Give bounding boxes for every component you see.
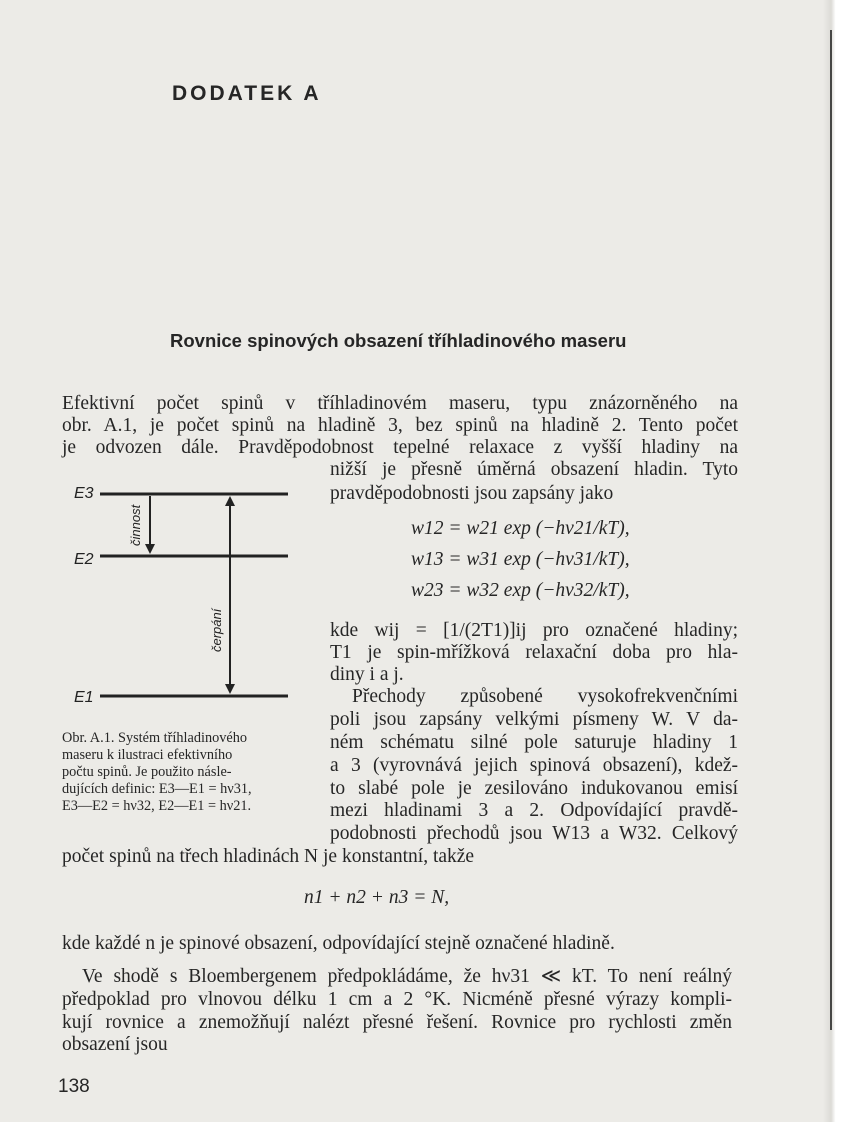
text-line: Ve shodě s Bloembergenem předpokládáme, že hν31 ≪ kT. To není reálný xyxy=(82,966,732,987)
text-line: T1 je spin-mřížková relaxační doba pro hla- xyxy=(330,642,738,663)
text-line: kde wij = [1/(2T1)]ij pro označené hladiny; xyxy=(330,620,738,641)
text-line: nižší je přesně úměrná obsazení hladin. Tyto xyxy=(330,459,738,480)
pump-arrow-head-bottom xyxy=(225,684,235,694)
text-line: a 3 (vyrovnává jejich spinová obsazení), kdež- xyxy=(330,755,738,776)
equation-text: w12 = w21 exp (−hν21/kT), xyxy=(411,518,630,539)
figure-caption-line: Obr. A.1. Systém tříhladinového xyxy=(62,730,248,746)
pump-arrow-head-top xyxy=(225,496,235,506)
text-line: diny i a j. xyxy=(330,664,404,685)
text-line: obsazení jsou xyxy=(62,1034,168,1055)
text-line: kují rovnice a znemožňují nalézt přesné řešení. Rovnice pro rychlosti změn xyxy=(62,1012,732,1033)
text-line: ném schématu silné pole saturuje hladiny 1 xyxy=(330,732,738,753)
equation-w12 xyxy=(411,518,630,540)
figure-caption-line: dujících definic: E3—E1 = hν31, xyxy=(62,781,252,797)
text-line: předpoklad pro vlnovou délku 1 cm a 2 °K. Nicméně přesné výrazy kompli- xyxy=(62,989,732,1010)
section-title: Rovnice spinových obsazení tříhladinového maseru xyxy=(170,330,627,351)
level-e1-label: E1 xyxy=(74,689,94,706)
page-edge xyxy=(823,0,841,1122)
level-e3-label: E3 xyxy=(74,485,94,502)
pump-label: čerpání xyxy=(209,608,224,652)
text-line: pravděpodobnosti jsou zapsány jako xyxy=(330,483,614,504)
text-line: obr. A.1, je počet spinů na hladině 3, bez spinů na hladině 2. Tento počet xyxy=(62,415,738,436)
text-line: Přechody způsobené vysokofrekvenčními xyxy=(352,686,738,707)
appendix-heading: DODATEK A xyxy=(172,82,322,105)
text-line: Efektivní počet spinů v tříhladinovém maseru, typu znázorněného na xyxy=(62,393,738,414)
text-line: kde každé n je spinové obsazení, odpovídající stejně označené hladině. xyxy=(62,933,615,954)
text-line: to slabé pole je zesilováno indukovanou emisí xyxy=(330,778,738,799)
text-line: poli jsou zapsány velkými písmeny W. V da- xyxy=(330,709,738,730)
figure-caption-line: E3—E2 = hν32, E2—E1 = hν21. xyxy=(62,798,252,814)
equation-w23 xyxy=(411,580,630,602)
text-line: mezi hladinami 3 a 2. Odpovídající pravdě- xyxy=(330,800,738,821)
figure-caption-line: maseru k ilustraci efektivního xyxy=(62,747,233,763)
text-line: podobnosti přechodů jsou W13 a W32. Celkový xyxy=(330,823,738,844)
figure-caption-line: počtu spinů. Je použito násle- xyxy=(62,764,232,780)
binding-shadow xyxy=(830,30,832,1030)
emission-arrow-head xyxy=(145,544,155,554)
equation-text: w23 = w32 exp (−hν32/kT), xyxy=(411,580,630,601)
text-line: počet spinů na třech hladinách N je konstantní, takže xyxy=(62,846,475,867)
emission-label: činnost xyxy=(128,504,143,546)
energy-level-diagram xyxy=(68,474,298,714)
text-line: je odvozen dále. Pravděpodobnost tepelné relaxace z vyšší hladiny na xyxy=(62,437,738,458)
equation-w13 xyxy=(411,549,630,571)
equation-text: w13 = w31 exp (−hν31/kT), xyxy=(411,549,630,570)
page-number: 138 xyxy=(58,1076,90,1097)
equation-sum: n1 + n2 + n3 = N, xyxy=(304,887,450,908)
level-e2-label: E2 xyxy=(74,551,94,568)
